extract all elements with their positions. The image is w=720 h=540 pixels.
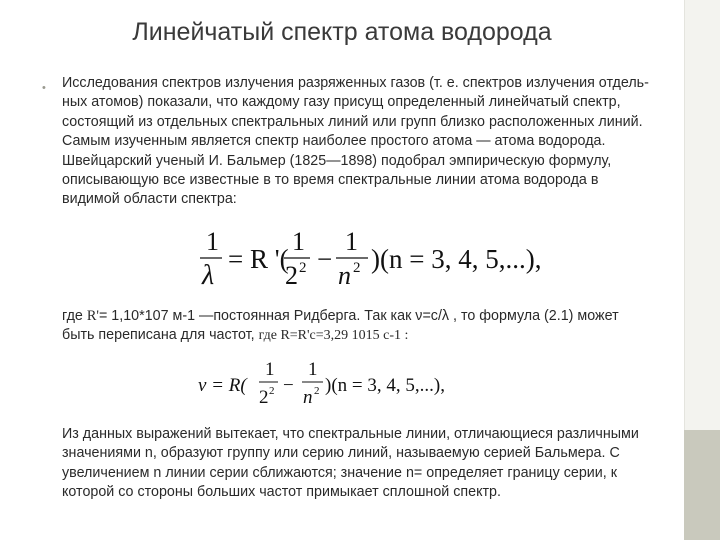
formula2-term1-denominator: 2 <box>259 387 269 408</box>
paragraph-intro: Исследования спектров излучения разряженных газов (т. е. спектров излучения отдель-ных атомов) показали, что каждому газу присущ определенный линейчатый спектр, состоящий из отдельных спектральных линий или групп близко расположенных линий. Самым изученным является спектр наиболее простого атома — атома водорода. Швейцарский ученый И. Бальмер (1825—1898) подобрал эмпирическую формулу, описывающую все известные в то время спектральные линии атома водорода в видимой области спектра: <box>62 75 649 208</box>
formula2-term2-denominator: n <box>303 387 313 408</box>
formula1-term1-numerator: 1 <box>292 227 305 256</box>
formula1-tail: )(n = 3, 4, 5,...), <box>371 244 542 274</box>
side-stripe-lower <box>684 430 720 540</box>
rydberg-text-c: = 1,10*107 м-1 —постоянная Ридберга. Так как ν=c/λ , то формула (2.1) может быть переписана для частот, <box>62 308 619 344</box>
formula1-equals-r: = R '( <box>228 244 289 274</box>
formula1-lhs-numerator: 1 <box>206 227 219 256</box>
formula2-term1-numerator: 1 <box>265 359 275 380</box>
balmer-frequency-formula <box>198 358 498 414</box>
formula1-lhs-denominator: λ <box>202 260 215 291</box>
paragraph-balmer-series: Из данных выражений вытекает, что спектральные линии, отличающиеся различными значениями n, образуют группу или серию линий, называемую серией Бальмера. С увеличением n линии серии сближаются; значение n= определяет границу серии, к которой со стороны больших частот примыкает сплошной спектр. <box>62 426 639 501</box>
formula2-term2-exponent: 2 <box>314 385 320 397</box>
formula2-minus: − <box>283 375 294 396</box>
formula1-term2-numerator: 1 <box>345 227 358 256</box>
formula2-term2-numerator: 1 <box>308 359 318 380</box>
formula2-lhs: ν = R( <box>198 375 247 396</box>
formula1-term1-exponent: 2 <box>299 260 307 276</box>
formula2-term1-exponent: 2 <box>269 385 275 397</box>
rydberg-frequency-constant: где R=R'c=3,29 1015 с-1 : <box>258 328 409 344</box>
side-stripe-upper <box>684 0 720 430</box>
formula1-term1-denominator: 2 <box>285 261 298 290</box>
formula1-term2-exponent: 2 <box>353 260 361 276</box>
formula2-tail: )(n = 3, 4, 5,...), <box>325 375 445 396</box>
paragraph-rydberg <box>62 307 652 346</box>
balmer-wavelength-formula <box>196 226 556 292</box>
rydberg-text-a: где <box>62 308 87 324</box>
formula1-minus: − <box>317 244 333 274</box>
bullet-marker: • <box>42 82 46 94</box>
rydberg-constant-symbol: R' <box>86 308 99 324</box>
decorative-side-stripe <box>684 0 720 540</box>
slide-title: Линейчатый спектр атома водорода <box>132 18 552 46</box>
formula1-term2-denominator: n <box>338 261 351 290</box>
